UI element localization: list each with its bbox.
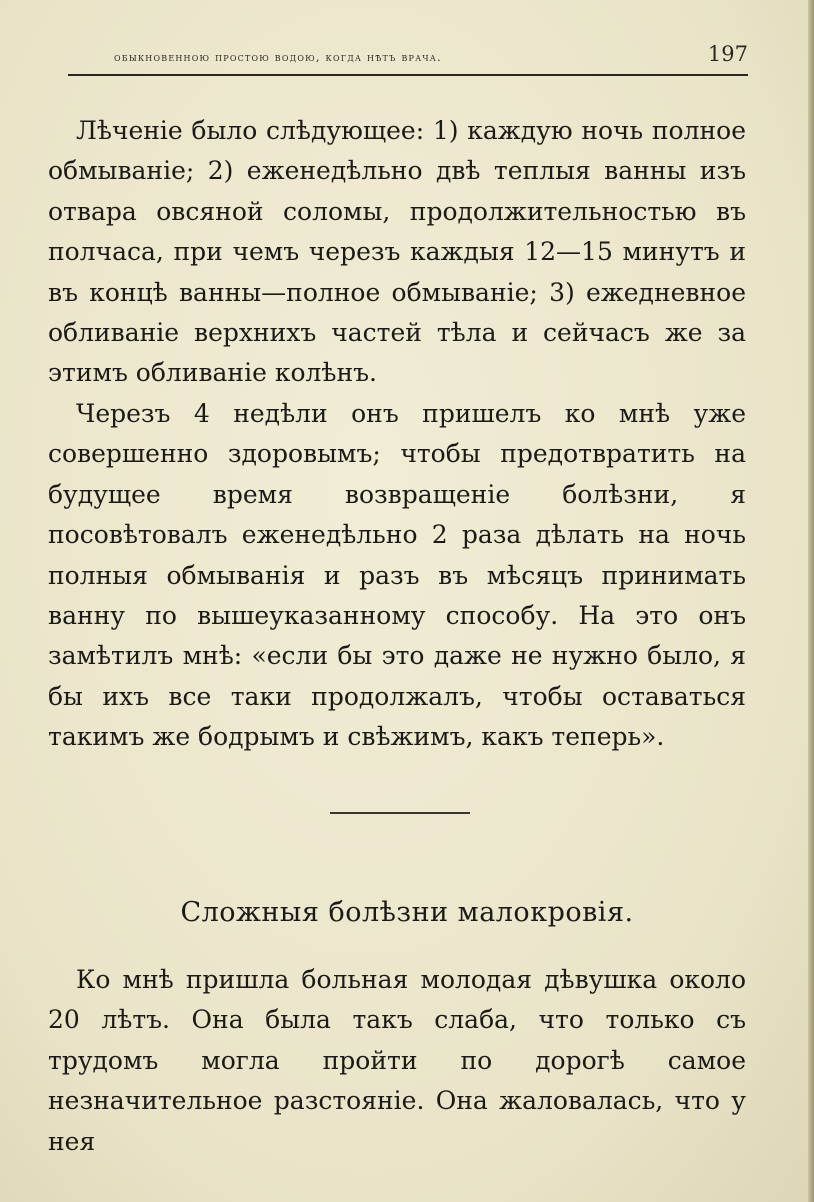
page-number: 197 (707, 42, 748, 66)
header-rule (68, 74, 748, 76)
paragraph-treatment: Лѣченіе было слѣдующее: 1) каждую ночь полное обмываніе; 2) еженедѣльно двѣ теплыя ванны изъ отвара овсяной соломы, продолжительностью въ полчаса, при чемъ черезъ каждыя 12—15 минутъ и въ концѣ ванны—полное обмываніе; 3) ежедневное обливаніе верхнихъ частей тѣла и сейчасъ же за этимъ обливаніе колѣнъ. (48, 116, 746, 388)
page-edge (808, 0, 814, 1202)
running-title: обыкновенною простою водою, когда нѣтъ врача. (114, 50, 442, 64)
section-heading: Сложныя болѣзни малокровія. (180, 897, 634, 928)
paragraph-recovery: Черезъ 4 недѣли онъ пришелъ ко мнѣ уже совершенно здоровымъ; чтобы предотвратить на будущее время возвращеніе болѣзни, я посовѣтовалъ еженедѣльно 2 раза дѣлать на ночь полныя обмыванія и разъ въ мѣсяцъ принимать ванну по вышеуказанному способу. На это онъ замѣтилъ мнѣ: «если бы это даже не нужно было, я бы ихъ все таки продолжалъ, чтобы оставаться такимъ же бодрымъ и свѣжимъ, какъ теперь». (48, 399, 746, 752)
running-header (68, 40, 748, 74)
paragraph-case: Ко мнѣ пришла больная молодая дѣвушка около 20 лѣтъ. Она была такъ слаба, что только съ трудомъ могла пройти по дорогѣ самое незначительное разстояніе. Она жаловалась, что у нея (48, 965, 746, 1156)
section-divider (330, 812, 470, 814)
